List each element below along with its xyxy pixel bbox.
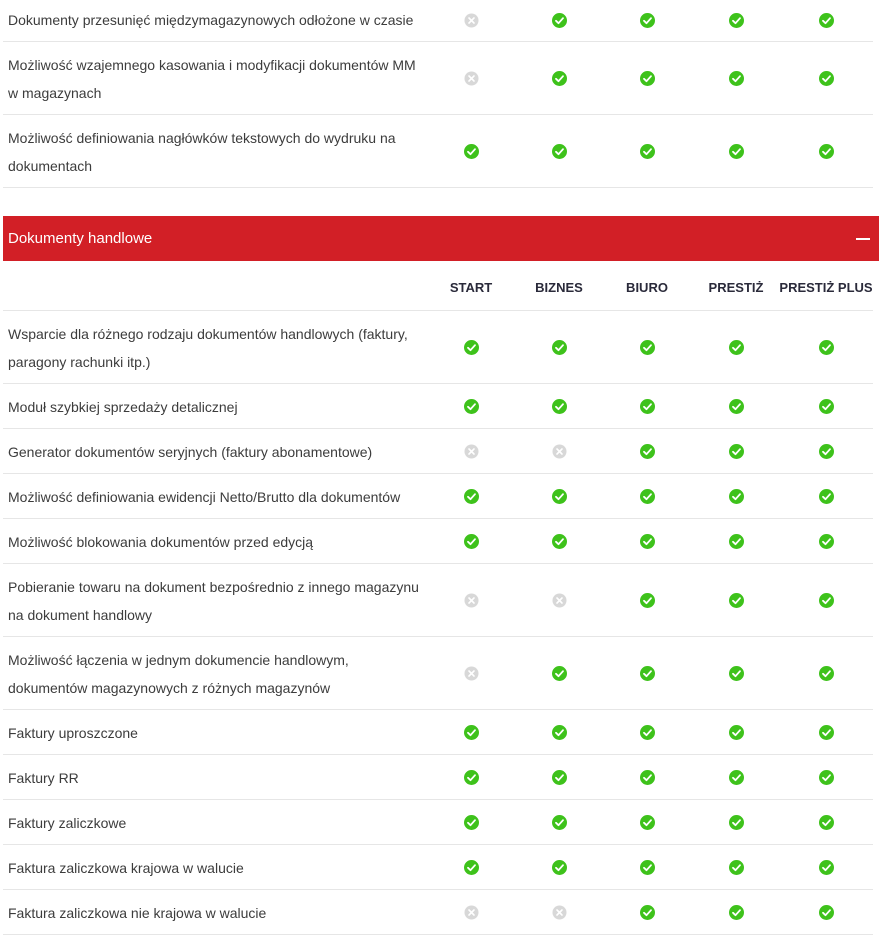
check-circle-icon [464, 489, 479, 504]
feature-cell [544, 905, 574, 920]
feature-cell [456, 534, 486, 549]
check-circle-icon [640, 593, 655, 608]
feature-cell [811, 770, 841, 785]
check-circle-icon [640, 534, 655, 549]
feature-cell [456, 725, 486, 740]
x-circle-icon [464, 666, 479, 681]
feature-cell [811, 399, 841, 414]
column-header: START [449, 280, 493, 295]
check-circle-icon [819, 815, 834, 830]
table-row [0, 890, 882, 935]
check-circle-icon [552, 71, 567, 86]
check-circle-icon [819, 725, 834, 740]
feature-cell [632, 593, 662, 608]
feature-cell [632, 534, 662, 549]
feature-cell [544, 725, 574, 740]
table-row [0, 384, 882, 429]
check-circle-icon [729, 725, 744, 740]
feature-cell [544, 144, 574, 159]
feature-cell [544, 13, 574, 28]
feature-cell [544, 770, 574, 785]
check-circle-icon [729, 770, 744, 785]
table-row [0, 311, 882, 384]
feature-cell [456, 144, 486, 159]
feature-cell [721, 71, 751, 86]
table-row [0, 429, 882, 474]
feature-cell [632, 815, 662, 830]
check-circle-icon [819, 593, 834, 608]
feature-cell [544, 815, 574, 830]
x-circle-icon [464, 905, 479, 920]
check-circle-icon [552, 860, 567, 875]
feature-cell [544, 71, 574, 86]
feature-cell [632, 71, 662, 86]
check-circle-icon [640, 666, 655, 681]
table-row [0, 564, 882, 637]
table-row [0, 845, 882, 890]
check-circle-icon [729, 489, 744, 504]
row-divider [3, 187, 873, 188]
feature-cell [721, 860, 751, 875]
check-circle-icon [729, 71, 744, 86]
feature-cell [721, 593, 751, 608]
x-circle-icon [464, 71, 479, 86]
feature-cell [721, 725, 751, 740]
check-circle-icon [640, 71, 655, 86]
feature-cell [544, 489, 574, 504]
check-circle-icon [640, 144, 655, 159]
column-header: BIURO [626, 280, 668, 295]
feature-label: Pobieranie towaru na dokument bezpośrednio z innego magazynu na dokument handlowy [8, 578, 419, 623]
column-header: PRESTIŻ PLUS [779, 280, 873, 295]
check-circle-icon [640, 815, 655, 830]
feature-cell [811, 340, 841, 355]
feature-cell [456, 71, 486, 86]
feature-cell [456, 905, 486, 920]
feature-cell [721, 340, 751, 355]
row-divider [3, 934, 873, 935]
feature-cell [721, 534, 751, 549]
check-circle-icon [729, 144, 744, 159]
check-circle-icon [464, 144, 479, 159]
feature-cell [721, 770, 751, 785]
check-circle-icon [552, 725, 567, 740]
x-circle-icon [552, 593, 567, 608]
feature-cell [721, 489, 751, 504]
feature-cell [456, 593, 486, 608]
check-circle-icon [729, 860, 744, 875]
x-circle-icon [552, 905, 567, 920]
feature-label: Faktury uproszczone [8, 724, 138, 741]
check-circle-icon [552, 770, 567, 785]
feature-cell [811, 444, 841, 459]
feature-label: Generator dokumentów seryjnych (faktury abonamentowe) [8, 443, 373, 460]
feature-cell [544, 534, 574, 549]
check-circle-icon [552, 666, 567, 681]
table-row [0, 710, 882, 755]
minus-icon[interactable] [856, 238, 870, 240]
check-circle-icon [464, 815, 479, 830]
x-circle-icon [464, 13, 479, 28]
x-circle-icon [464, 593, 479, 608]
feature-cell [456, 815, 486, 830]
check-circle-icon [640, 489, 655, 504]
feature-cell [456, 399, 486, 414]
column-header: PRESTIŻ [708, 280, 764, 295]
section-header-dokumenty-handlowe[interactable] [3, 216, 879, 261]
check-circle-icon [464, 534, 479, 549]
check-circle-icon [464, 340, 479, 355]
feature-cell [811, 593, 841, 608]
check-circle-icon [819, 340, 834, 355]
feature-cell [811, 13, 841, 28]
x-circle-icon [552, 444, 567, 459]
check-circle-icon [819, 860, 834, 875]
check-circle-icon [819, 666, 834, 681]
feature-label: Moduł szybkiej sprzedaży detalicznej [8, 398, 238, 415]
feature-cell [811, 144, 841, 159]
check-circle-icon [552, 340, 567, 355]
feature-label: Wsparcie dla różnego rodzaju dokumentów handlowych (faktury, paragony rachunki itp.) [8, 325, 408, 370]
feature-cell [544, 444, 574, 459]
feature-cell [632, 13, 662, 28]
feature-cell [632, 905, 662, 920]
feature-cell [721, 815, 751, 830]
table-row [0, 800, 882, 845]
check-circle-icon [819, 399, 834, 414]
check-circle-icon [464, 399, 479, 414]
feature-cell [632, 489, 662, 504]
feature-label: Możliwość definiowania ewidencji Netto/Brutto dla dokumentów [8, 488, 401, 505]
feature-cell [811, 905, 841, 920]
check-circle-icon [729, 905, 744, 920]
feature-cell [632, 340, 662, 355]
check-circle-icon [552, 489, 567, 504]
check-circle-icon [464, 725, 479, 740]
feature-cell [456, 770, 486, 785]
feature-label: Faktura zaliczkowa nie krajowa w walucie [8, 904, 267, 921]
feature-cell [632, 444, 662, 459]
check-circle-icon [819, 144, 834, 159]
feature-cell [811, 815, 841, 830]
check-circle-icon [464, 770, 479, 785]
check-circle-icon [640, 444, 655, 459]
table-row [0, 755, 882, 800]
check-circle-icon [640, 399, 655, 414]
check-circle-icon [819, 905, 834, 920]
table-row [0, 42, 882, 115]
table-row [0, 0, 882, 42]
feature-cell [544, 666, 574, 681]
check-circle-icon [729, 815, 744, 830]
feature-cell [632, 666, 662, 681]
column-header: BIZNES [535, 280, 583, 295]
table-row [0, 637, 882, 710]
check-circle-icon [729, 444, 744, 459]
table-row [0, 115, 882, 188]
feature-cell [811, 71, 841, 86]
feature-label: Możliwość definiowania nagłówków tekstowych do wydruku na dokumentach [8, 129, 396, 174]
check-circle-icon [729, 399, 744, 414]
feature-label: Możliwość wzajemnego kasowania i modyfikacji dokumentów MM w magazynach [8, 56, 416, 101]
feature-cell [811, 725, 841, 740]
feature-cell [632, 770, 662, 785]
check-circle-icon [819, 13, 834, 28]
check-circle-icon [552, 399, 567, 414]
feature-cell [456, 860, 486, 875]
check-circle-icon [819, 489, 834, 504]
check-circle-icon [640, 860, 655, 875]
feature-label: Faktury RR [8, 769, 79, 786]
check-circle-icon [729, 593, 744, 608]
check-circle-icon [819, 534, 834, 549]
feature-cell [721, 905, 751, 920]
feature-cell [632, 144, 662, 159]
check-circle-icon [552, 534, 567, 549]
feature-label: Możliwość blokowania dokumentów przed edycją [8, 533, 314, 550]
feature-label: Faktury zaliczkowe [8, 814, 127, 831]
feature-cell [721, 444, 751, 459]
check-circle-icon [640, 770, 655, 785]
feature-cell [456, 444, 486, 459]
feature-cell [632, 860, 662, 875]
check-circle-icon [640, 725, 655, 740]
check-circle-icon [729, 13, 744, 28]
check-circle-icon [640, 905, 655, 920]
check-circle-icon [819, 770, 834, 785]
feature-cell [811, 666, 841, 681]
feature-cell [811, 860, 841, 875]
check-circle-icon [729, 534, 744, 549]
check-circle-icon [729, 666, 744, 681]
feature-cell [456, 489, 486, 504]
feature-cell [544, 399, 574, 414]
x-circle-icon [464, 444, 479, 459]
feature-cell [811, 534, 841, 549]
table-row [0, 474, 882, 519]
feature-cell [544, 340, 574, 355]
feature-label: Faktura zaliczkowa krajowa w walucie [8, 859, 244, 876]
check-circle-icon [552, 815, 567, 830]
feature-cell [721, 144, 751, 159]
check-circle-icon [729, 340, 744, 355]
feature-cell [456, 666, 486, 681]
table-row [0, 519, 882, 564]
feature-cell [721, 666, 751, 681]
feature-cell [456, 13, 486, 28]
section-title: Dokumenty handlowe [8, 230, 153, 247]
feature-cell [811, 489, 841, 504]
feature-cell [544, 593, 574, 608]
feature-cell [632, 725, 662, 740]
feature-label: Dokumenty przesunięć międzymagazynowych odłożone w czasie [8, 12, 414, 28]
feature-cell [721, 13, 751, 28]
check-circle-icon [640, 340, 655, 355]
check-circle-icon [552, 13, 567, 28]
check-circle-icon [640, 13, 655, 28]
feature-label: Możliwość łączenia w jednym dokumencie handlowym, dokumentów magazynowych z różnych magazynów [8, 651, 349, 696]
feature-cell [456, 340, 486, 355]
feature-cell [721, 399, 751, 414]
check-circle-icon [819, 71, 834, 86]
check-circle-icon [464, 860, 479, 875]
feature-cell [632, 399, 662, 414]
check-circle-icon [552, 144, 567, 159]
check-circle-icon [819, 444, 834, 459]
header-divider [3, 310, 873, 311]
feature-cell [544, 860, 574, 875]
